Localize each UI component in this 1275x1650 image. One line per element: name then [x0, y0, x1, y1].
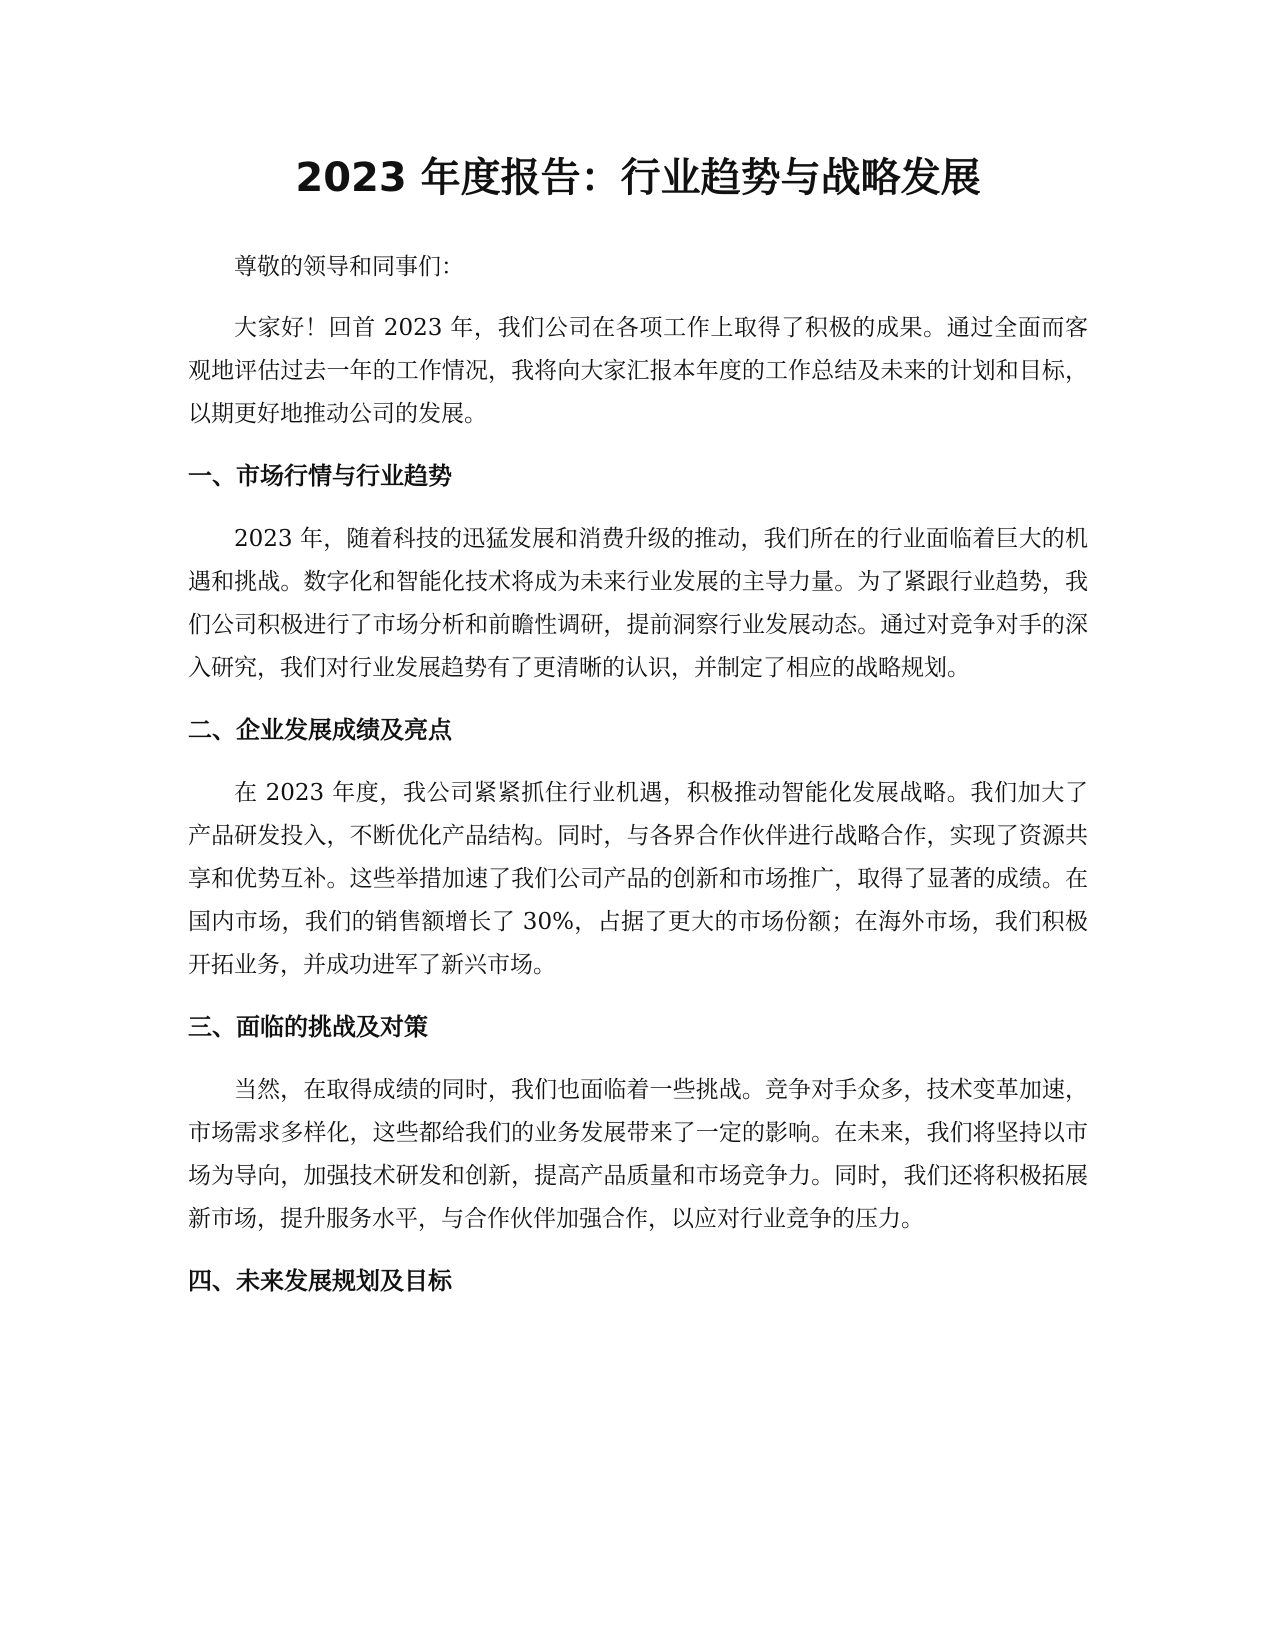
document-title: 2023 年度报告：行业趋势与战略发展 — [295, 155, 981, 201]
section-heading-market-trends: 一、市场行情与行业趋势 — [188, 462, 452, 490]
document-body — [188, 150, 1088, 1323]
intro-paragraph: 大家好！回首 2023 年，我们公司在各项工作上取得了积极的成果。通过全面而客观地评估过去一年的工作情况，我将向大家汇报本年度的工作总结及未来的计划和目标，以期更好地推动公司的发展。 — [188, 315, 1088, 427]
section-body-achievements: 在 2023 年度，我公司紧紧抓住行业机遇，积极推动智能化发展战略。我们加大了产品研发投入，不断优化产品结构。同时，与各界合作伙伴进行战略合作，实现了资源共享和优势互补。这些举措加速了我们公司产品的创新和市场推广，取得了显著的成绩。在国内市场，我们的销售额增长了 30%，占据了更大的市场份额；在海外市场，我们积极开拓业务，并成功进军了新兴市场。 — [188, 780, 1088, 978]
section-heading-challenges: 三、面临的挑战及对策 — [188, 1013, 428, 1041]
section-body-market-trends: 2023 年，随着科技的迅猛发展和消费升级的推动，我们所在的行业面临着巨大的机遇和挑战。数字化和智能化技术将成为未来行业发展的主导力量。为了紧跟行业趋势，我们公司积极进行了市场分析和前瞻性调研，提前洞察行业发展动态。通过对竞争对手的深入研究，我们对行业发展趋势有了更清晰的认识，并制定了相应的战略规划。 — [188, 526, 1088, 681]
section-body-challenges: 当然，在取得成绩的同时，我们也面临着一些挑战。竞争对手众多，技术变革加速，市场需求多样化，这些都给我们的业务发展带来了一定的影响。在未来，我们将坚持以市场为导向，加强技术研发和创新，提高产品质量和市场竞争力。同时，我们还将积极拓展新市场，提升服务水平，与合作伙伴加强合作，以应对行业竞争的压力。 — [188, 1077, 1088, 1232]
section-heading-future-plans: 四、未来发展规划及目标 — [188, 1267, 452, 1295]
greeting-paragraph: 尊敬的领导和同事们： — [234, 254, 464, 280]
section-heading-achievements: 二、企业发展成绩及亮点 — [188, 716, 452, 744]
